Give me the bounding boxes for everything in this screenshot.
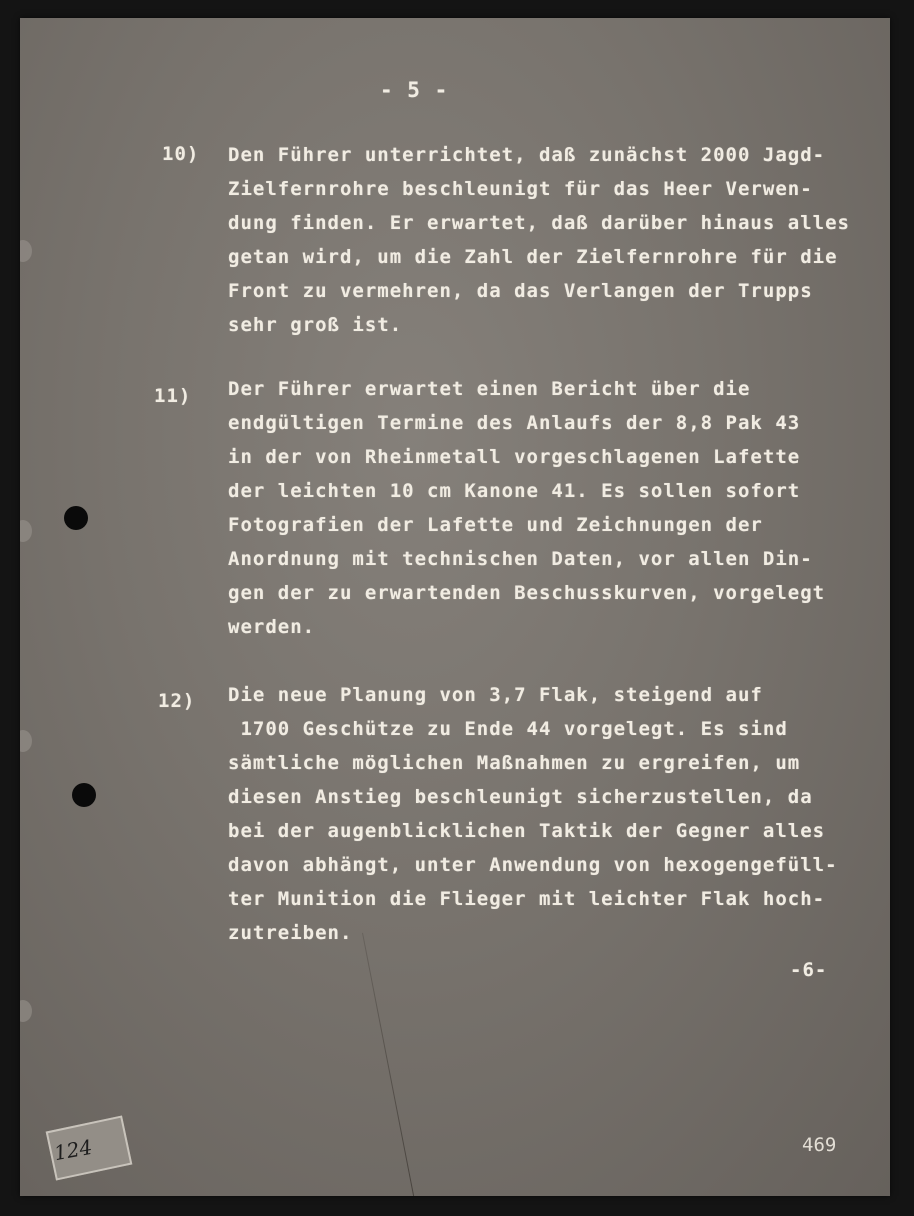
- paragraph-line: in der von Rheinmetall vorgeschlagenen Lafette: [228, 446, 801, 468]
- paragraph-line: werden.: [228, 616, 316, 638]
- paragraph-line: Die neue Planung von 3,7 Flak, steigend auf: [228, 684, 763, 706]
- paragraph-line: gen der zu erwartenden Beschusskurven, vorgelegt: [228, 582, 826, 604]
- paragraph-10: [228, 138, 868, 342]
- paragraph-line: endgültigen Termine des Anlaufs der 8,8 Pak 43: [228, 412, 801, 434]
- paper-fold-line: [362, 933, 415, 1196]
- paragraph-10-number: 10): [162, 143, 200, 165]
- page-number: - 5 -: [380, 78, 449, 102]
- punch-hole-upper: [64, 506, 88, 530]
- paragraph-line: getan wird, um die Zahl der Zielfernrohre für die: [228, 246, 838, 268]
- folio-number: 124: [52, 1134, 94, 1166]
- paragraph-line: Zielfernrohre beschleunigt für das Heer Verwen-: [228, 178, 813, 200]
- paragraph-line: dung finden. Er erwartet, daß darüber hinaus alles: [228, 212, 850, 234]
- punch-notch-middle: [20, 520, 32, 542]
- paragraph-line: Fotografien der Lafette und Zeichnungen der: [228, 514, 763, 536]
- paragraph-line: sehr groß ist.: [228, 314, 403, 336]
- paragraph-line: Der Führer erwartet einen Bericht über die: [228, 378, 751, 400]
- paragraph-line: 1700 Geschütze zu Ende 44 vorgelegt. Es sind: [228, 718, 788, 740]
- paragraph-11: [228, 372, 868, 644]
- paragraph-line: zutreiben.: [228, 922, 353, 944]
- paragraph-12: [228, 678, 868, 950]
- punch-notch-lower: [20, 730, 32, 752]
- punch-notch-top: [20, 240, 32, 262]
- paragraph-line: Front zu vermehren, da das Verlangen der Trupps: [228, 280, 813, 302]
- paragraph-line: davon abhängt, unter Anwendung von hexogengefüll-: [228, 854, 838, 876]
- paragraph-11-number: 11): [154, 385, 192, 407]
- next-page-marker: -6-: [790, 959, 828, 981]
- paragraph-12-number: 12): [158, 690, 196, 712]
- archive-number: 469: [802, 1134, 837, 1156]
- punch-notch-bottom: [20, 1000, 32, 1022]
- paragraph-line: sämtliche möglichen Maßnahmen zu ergreifen, um: [228, 752, 801, 774]
- paragraph-line: ter Munition die Flieger mit leichter Flak hoch-: [228, 888, 826, 910]
- paragraph-line: diesen Anstieg beschleunigt sicherzustellen, da: [228, 786, 813, 808]
- paragraph-line: der leichten 10 cm Kanone 41. Es sollen sofort: [228, 480, 801, 502]
- paragraph-line: Den Führer unterrichtet, daß zunächst 2000 Jagd-: [228, 144, 826, 166]
- paragraph-line: bei der augenblicklichen Taktik der Gegner alles: [228, 820, 826, 842]
- document-page: [20, 18, 890, 1196]
- paragraph-line: Anordnung mit technischen Daten, vor allen Din-: [228, 548, 813, 570]
- punch-hole-lower: [72, 783, 96, 807]
